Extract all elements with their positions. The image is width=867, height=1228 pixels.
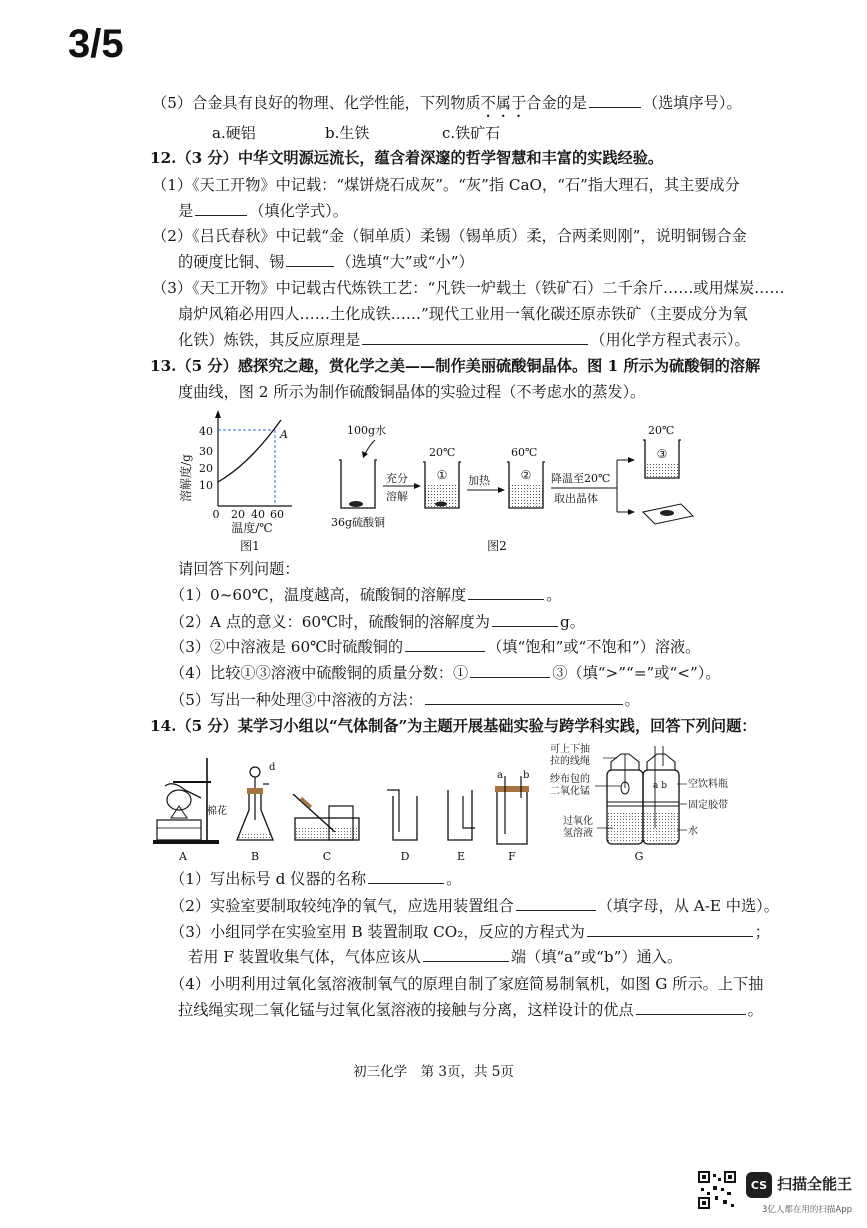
q14-3b-line bbox=[188, 946, 682, 968]
label-e: E bbox=[456, 850, 466, 863]
answer-blank[interactable] bbox=[470, 662, 550, 678]
g-tape-label: 固定胶带 bbox=[688, 800, 728, 811]
q14-3b-pre: 若用 F 装置收集气体，气体应该从 bbox=[188, 948, 421, 966]
q14-1-pre: （1）写出标号 d 仪器的名称 bbox=[170, 870, 367, 888]
q13-2-pre: （2）A 点的意义：60℃时，硫酸铜的溶解度为 bbox=[170, 613, 490, 631]
y-tick-20: 20 bbox=[199, 462, 213, 475]
apparatus-b bbox=[237, 762, 276, 840]
q14-3-line bbox=[170, 921, 770, 943]
q11-5-emphasis: 不属于 bbox=[480, 94, 527, 112]
g-rope-label-b: 拉的线绳 bbox=[550, 756, 590, 767]
q13-5-post: 。 bbox=[624, 691, 640, 709]
temp2-label: 60℃ bbox=[511, 446, 538, 459]
q12-3-line-c bbox=[178, 329, 750, 351]
q12-3-post: （用化学方程式表示）。 bbox=[590, 331, 750, 349]
q12-1-pre: 是 bbox=[178, 202, 194, 220]
pour-arrowhead bbox=[362, 451, 368, 458]
figure1-caption: 图1 bbox=[240, 539, 260, 553]
y-axis-label: 溶解度/g bbox=[179, 454, 193, 502]
q12-1-post: （填化学式）。 bbox=[249, 202, 348, 220]
label-a: A bbox=[179, 850, 187, 863]
q13-heading-a: 13.（5 分）感探究之趣，赏化学之美——制作美丽硫酸铜晶体。图 1 所示为硫酸铜的溶解 bbox=[150, 357, 761, 375]
answer-blank[interactable] bbox=[468, 584, 544, 600]
q14-3b-post: 端（填“a”或“b”）通入。 bbox=[510, 948, 683, 966]
answer-blank[interactable] bbox=[195, 200, 247, 216]
x-tick-60: 60 bbox=[270, 508, 284, 521]
q13-1-pre: （1）0~60℃，温度越高，硫酸铜的溶解度 bbox=[170, 586, 467, 604]
g-ports-label: a b bbox=[653, 781, 667, 791]
y-tick-30: 30 bbox=[199, 445, 213, 458]
answer-blank[interactable] bbox=[589, 92, 641, 108]
label-f: F bbox=[508, 850, 516, 863]
q12-heading: 12.（3 分）中华文明源远流长，蕴含着深邃的哲学智慧和丰富的实践经验。 bbox=[150, 149, 664, 167]
pour-arrow bbox=[365, 440, 375, 454]
d-label: d bbox=[269, 762, 276, 773]
q13-5-pre: （5）写出一种处理③中溶液的方法： bbox=[170, 691, 423, 709]
water-label: 100g水 bbox=[347, 424, 387, 437]
q12-2-line-a: （2）《吕氏春秋》中记载“金（铜单质）柔锡（锡单质）柔，合两柔则刚”，说明铜锡合金 bbox=[152, 227, 747, 245]
f-port-a: a bbox=[497, 770, 503, 781]
undissolved-solid bbox=[435, 502, 447, 507]
point-a-label: A bbox=[280, 428, 288, 441]
q12-3-line-a: （3）《天工开物》中记载古代炼铁工艺：“凡铁一炉载土（铁矿石）二千余斤……或用煤炭…… bbox=[152, 279, 785, 297]
q14-4-pre: 拉线绳实现二氧化锰与过氧化氢溶液的接触与分离，这样设计的优点 bbox=[178, 1001, 634, 1019]
label-g: G bbox=[634, 850, 644, 863]
x-tick-20: 20 bbox=[231, 508, 245, 521]
q14-4-post: 。 bbox=[747, 1001, 763, 1019]
scanner-tagline: 3亿人都在用的扫描App bbox=[762, 1205, 853, 1215]
q11-5-prefix: （5）合金具有良好的物理、化学性能，下列物质 bbox=[152, 94, 481, 112]
answer-blank[interactable] bbox=[587, 921, 753, 937]
q12-3-pre: 化铁）炼铁，其反应原理是 bbox=[178, 331, 361, 349]
page-footer: 初三化学 第 3页，共 5页 bbox=[353, 1064, 514, 1080]
branch-bottom-arrowhead bbox=[628, 509, 635, 515]
q11-5-line bbox=[152, 92, 742, 121]
q13-4-line bbox=[170, 662, 721, 684]
answer-blank[interactable] bbox=[516, 895, 596, 911]
q13-5-line bbox=[170, 689, 640, 711]
q12-3-line-b: 扇炉风箱必用四人……土化成铁……”现代工业用一氧化碳还原赤铁矿（主要成分为氧 bbox=[178, 305, 748, 323]
q13-4-post: ③（填“>”“=”或“<”）。 bbox=[552, 664, 721, 682]
answer-blank[interactable] bbox=[636, 999, 746, 1015]
q14-3-pre: （3）小组同学在实验室用 B 装置制取 CO₂，反应的方程式为 bbox=[170, 923, 585, 941]
g-mno2-label-b: 二氧化锰 bbox=[550, 786, 590, 797]
solubility-curve bbox=[218, 420, 281, 482]
step2-label: 加热 bbox=[468, 474, 490, 487]
page-badge: 3/5 bbox=[68, 22, 124, 66]
label-d: D bbox=[400, 850, 410, 863]
q13-3-pre: （3）②中溶液是 60℃时硫酸铜的 bbox=[170, 638, 404, 656]
q14-1-line bbox=[170, 868, 461, 890]
y-tick-10: 10 bbox=[199, 479, 213, 492]
answer-blank[interactable] bbox=[492, 611, 558, 627]
beaker-1-label: ① bbox=[436, 468, 448, 482]
g-bottle-label: 空饮料瓶 bbox=[688, 779, 728, 790]
crystal-process-diagram bbox=[325, 412, 705, 552]
temp1-label: 20℃ bbox=[429, 446, 456, 459]
scanner-logo-icon: CS bbox=[746, 1172, 772, 1198]
apparatus-g bbox=[550, 742, 728, 844]
q14-2-post: （填字母，从 A-E 中选）。 bbox=[597, 897, 779, 915]
x-axis-label: 温度/℃ bbox=[231, 521, 273, 535]
step2-arrowhead bbox=[498, 487, 505, 493]
q14-4-line-b bbox=[178, 999, 763, 1021]
step1-arrowhead bbox=[414, 483, 421, 489]
q14-4-line-a: （4）小明利用过氧化氢溶液制氧气的原理自制了家庭简易制氧机，如图 G 所示。上下抽 bbox=[170, 975, 764, 993]
q12-1-line-b bbox=[178, 200, 348, 222]
crystals bbox=[660, 510, 674, 516]
temp3-label: 20℃ bbox=[648, 424, 675, 437]
option-b: b.生铁 bbox=[325, 124, 370, 142]
apparatus-diagram bbox=[145, 740, 728, 865]
q11-5-tail: （选填序号）。 bbox=[642, 94, 742, 112]
answer-blank[interactable] bbox=[425, 689, 623, 705]
q13-4-pre: （4）比较①③溶液中硫酸铜的质量分数：① bbox=[170, 664, 469, 682]
option-a: a.硬铝 bbox=[212, 124, 256, 142]
g-rope-label-a: 可上下抽 bbox=[550, 744, 590, 755]
y-tick-40: 40 bbox=[199, 425, 213, 438]
q14-1-post: 。 bbox=[446, 870, 462, 888]
solubility-chart bbox=[180, 408, 310, 558]
figure2-caption: 图2 bbox=[487, 539, 507, 553]
step3-top-label: 降温至20℃ bbox=[551, 472, 611, 485]
apparatus-a bbox=[153, 758, 227, 844]
answer-blank[interactable] bbox=[405, 636, 485, 652]
q13-heading-b: 度曲线，图 2 所示为制作硫酸铜晶体的实验过程（不考虑水的蒸发）。 bbox=[178, 383, 646, 401]
f-port-b: b bbox=[523, 770, 530, 781]
g-mno2-label-a: 纱布包的 bbox=[550, 774, 590, 785]
q13-2-post: g。 bbox=[559, 613, 585, 631]
q12-2-pre: 的硬度比铜、锡 bbox=[178, 253, 285, 271]
q14-2-line bbox=[170, 895, 779, 917]
cotton-label: 棉花 bbox=[207, 806, 227, 817]
q13-3-line bbox=[170, 636, 700, 658]
solution-3 bbox=[646, 462, 679, 478]
answer-blank[interactable] bbox=[423, 946, 509, 962]
qr-code bbox=[697, 1170, 737, 1210]
q14-2-pre: （2）实验室要制取较纯净的氧气，应选用装置组合 bbox=[170, 897, 514, 915]
label-c: C bbox=[322, 850, 332, 863]
x-tick-40: 40 bbox=[251, 508, 265, 521]
q12-1-line-a: （1）《天工开物》中记载：“煤饼烧石成灰”。“灰”指 CaO，“石”指大理石，其主要成分 bbox=[152, 176, 740, 194]
label-b: B bbox=[250, 850, 260, 863]
q13-3-post: （填“饱和”或“不饱和”）溶液。 bbox=[487, 638, 701, 656]
y-axis-arrow bbox=[215, 410, 221, 418]
apparatus-e bbox=[448, 790, 475, 840]
g-h2o2-label-b: 氢溶液 bbox=[563, 828, 593, 839]
q14-3-post: ； bbox=[754, 923, 770, 941]
step3-bottom-label: 取出晶体 bbox=[554, 492, 598, 505]
solution-2 bbox=[510, 484, 543, 508]
q13-1-post: 。 bbox=[546, 586, 562, 604]
solute-label: 36g硫酸铜 bbox=[331, 516, 386, 529]
beaker-3-label: ③ bbox=[656, 447, 668, 461]
step1-top-label: 充分 bbox=[386, 472, 408, 485]
q13-prompt: 请回答下列问题： bbox=[178, 560, 300, 578]
answer-blank[interactable] bbox=[286, 251, 334, 267]
g-h2o2-label-a: 过氧化 bbox=[563, 816, 593, 827]
g-water-label: 水 bbox=[688, 826, 698, 837]
beaker-initial bbox=[339, 460, 377, 508]
answer-blank[interactable] bbox=[362, 329, 588, 345]
q12-2-post: （选填“大”或“小”） bbox=[336, 253, 474, 271]
apparatus-c bbox=[293, 794, 359, 840]
q14-heading: 14.（5 分）某学习小组以“气体制备”为主题开展基础实验与跨学科实践，回答下列问题： bbox=[150, 717, 757, 735]
scanner-app-name: 扫描全能王 bbox=[777, 1175, 853, 1193]
beaker-2-label: ② bbox=[520, 468, 532, 482]
q11-5-suffix: 合金的是 bbox=[526, 94, 587, 112]
apparatus-f bbox=[495, 770, 529, 844]
copper-sulfate-solid bbox=[349, 501, 363, 507]
q13-2-line bbox=[170, 611, 585, 633]
step1-bottom-label: 溶解 bbox=[386, 490, 408, 503]
q12-2-line-b bbox=[178, 251, 474, 273]
branch-top-arrowhead bbox=[628, 457, 635, 463]
x-tick-0: 0 bbox=[212, 508, 220, 521]
option-c: c.铁矿石 bbox=[442, 124, 501, 142]
answer-blank[interactable] bbox=[368, 868, 444, 884]
q13-1-line bbox=[170, 584, 561, 606]
apparatus-d bbox=[387, 790, 417, 840]
